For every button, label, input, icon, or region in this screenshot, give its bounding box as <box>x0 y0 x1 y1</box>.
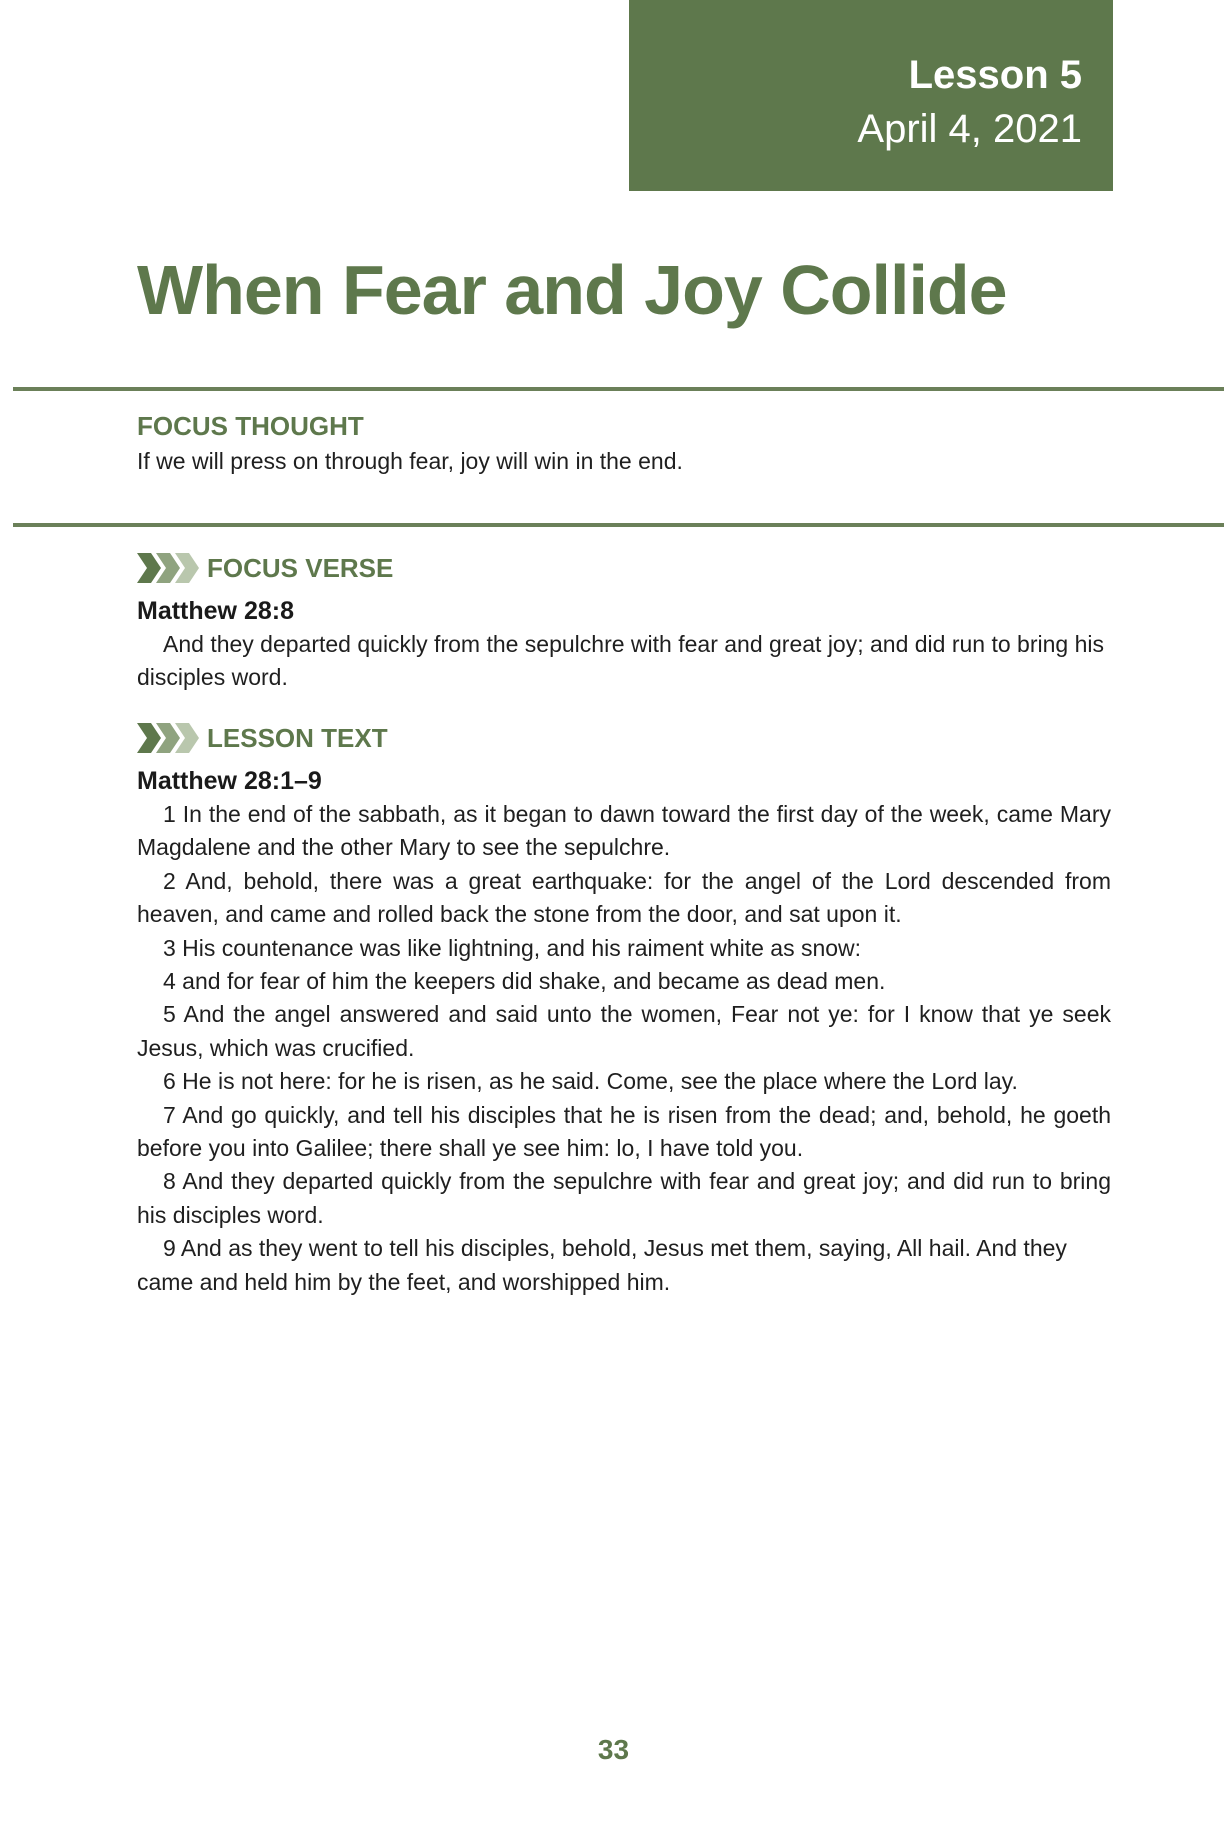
lesson-text-section <box>137 722 1111 1299</box>
chevron-arrows-icon <box>137 723 199 753</box>
focus-thought-section <box>137 410 1111 478</box>
verse: 9 And as they went to tell his disciples, behold, Jesus met them, saying, All hail. And they came and held him by the feet, and worshipped him. <box>137 1235 1067 1295</box>
verse: 2 And, behold, there was a great earthquake: for the angel of the Lord descended from heaven, and came and rolled back the stone from the door, and sat upon it. <box>137 867 1111 928</box>
focus-verse-heading-row <box>137 552 1111 584</box>
focus-verse-section <box>137 552 1111 695</box>
verse: 7 And go quickly, and tell his disciples that he is risen from the dead; and, behold, he goeth before you into Galilee; there shall ye see him: lo, I have told you. <box>137 1101 1111 1162</box>
chevron-arrows-icon <box>137 553 199 583</box>
divider-bottom <box>13 523 1224 527</box>
lesson-text-reference: Matthew 28:1–9 <box>137 767 322 795</box>
focus-verse-reference: Matthew 28:8 <box>137 597 294 625</box>
verse: 8 And they departed quickly from the sepulchre with fear and great joy; and did run to bring his disciples word. <box>137 1168 1111 1228</box>
lesson-header-box <box>629 0 1113 191</box>
lesson-text-heading-row <box>137 722 1111 754</box>
divider-top <box>13 387 1224 391</box>
verse: 5 And the angel answered and said unto the women, Fear not ye: for I know that ye seek Jesus, which was crucified. <box>137 1001 1111 1061</box>
verse: 3 His countenance was like lightning, and his raiment white as snow: <box>163 934 862 961</box>
verse: 1 In the end of the sabbath, as it began to dawn toward the first day of the week, came Mary Magdalene and the other Mary to see the sepulchre. <box>137 801 1111 861</box>
focus-verse-heading: FOCUS VERSE <box>207 553 394 583</box>
lesson-date: April 4, 2021 <box>857 107 1082 151</box>
verse: 4 and for fear of him the keepers did shake, and became as dead men. <box>163 968 886 995</box>
page-number: 33 <box>597 1734 630 1765</box>
focus-thought-text: If we will press on through fear, joy will win in the end. <box>137 448 683 474</box>
lesson-text-heading: LESSON TEXT <box>207 723 388 753</box>
verse: 6 He is not here: for he is risen, as he said. Come, see the place where the Lord lay. <box>163 1068 1018 1095</box>
lesson-number: Lesson 5 <box>908 53 1082 97</box>
focus-verse-text: And they departed quickly from the sepulchre with fear and great joy; and did run to bring his disciples word. <box>137 631 1104 691</box>
page-title: When Fear and Joy Collide <box>137 251 1007 329</box>
focus-thought-heading: FOCUS THOUGHT <box>137 411 364 441</box>
